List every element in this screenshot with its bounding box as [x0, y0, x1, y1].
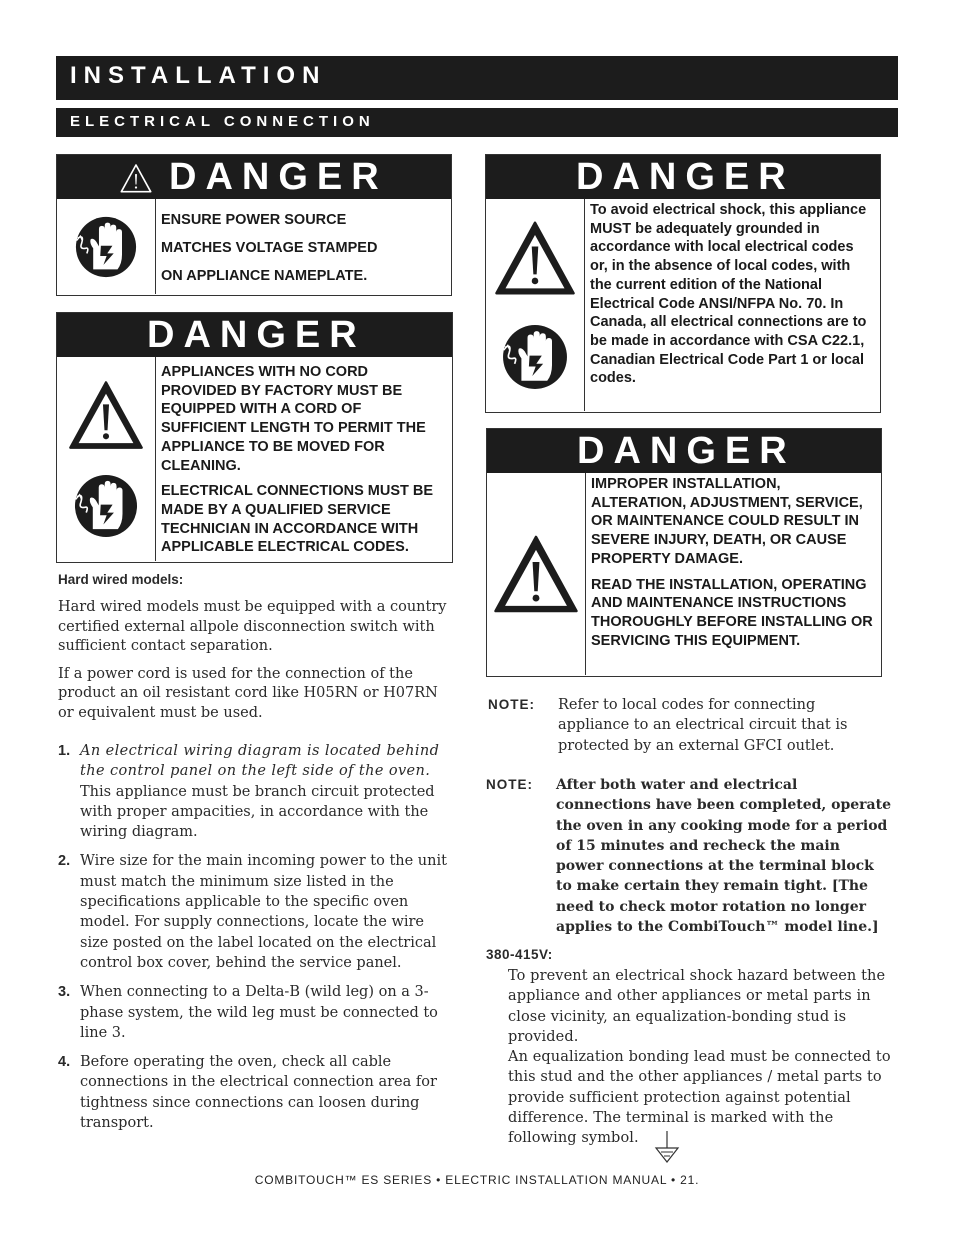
section-title-banner: [56, 56, 898, 100]
danger-box-grounding: [485, 154, 881, 413]
step-item: [58, 851, 450, 973]
danger-box-cord: [56, 312, 453, 563]
subsection-title-banner: [56, 108, 898, 137]
danger-message: [586, 473, 880, 675]
equipotential-bonding-icon: [653, 1130, 681, 1166]
voltage-paragraph: An equalization bonding lead must be connected to this stud and the other appliances / metal parts to provide sufficient protection against potential difference. The terminal is marked with the following symbol.: [508, 1049, 891, 1147]
danger-paragraph: ELECTRICAL CONNECTIONS MUST BE MADE BY A QUALIFIED SERVICE TECHNICIAN IN ACCORDANCE WITH APPLICABLE ELECTRICAL CODES.: [161, 483, 434, 556]
step-item: [58, 741, 450, 842]
danger-heading-bar: [57, 313, 452, 357]
danger-line: ENSURE POWER SOURCE: [161, 212, 347, 228]
danger-line: ON APPLIANCE NAMEPLATE.: [161, 268, 368, 284]
step-item: [58, 1052, 450, 1133]
voltage-section: [508, 966, 900, 1149]
danger-paragraph: IMPROPER INSTALLATION, ALTERATION, ADJUSTMENT, SERVICE, OR MAINTENANCE COULD RESULT IN SEVERE INJURY, DEATH, OR CAUSE PROPERTY DAMAGE.: [591, 476, 863, 567]
hardwired-paragraph: Hard wired models must be equipped with a country certified external allpole disconnection switch with sufficient contact separation.: [58, 599, 447, 654]
danger-message: [156, 199, 383, 294]
icon-cell: [486, 199, 585, 411]
step-number: 1.: [58, 743, 71, 759]
danger-heading: DANGER: [576, 156, 795, 198]
subsection-title: ELECTRICAL CONNECTION: [70, 113, 375, 130]
step-text: This appliance must be branch circuit protected with proper ampacities, in accordance with the wiring diagram.: [80, 783, 435, 841]
voltage-heading: 380-415V:: [486, 947, 553, 962]
note-label: NOTE:: [488, 697, 535, 712]
step-text: Before operating the oven, check all cable connections in the electrical connection area for tightness since connections can loosen during transport.: [80, 1054, 437, 1132]
step-text: When connecting to a Delta-B (wild leg) on a 3-phase system, the wild leg must be connected to line 3.: [80, 984, 438, 1041]
danger-line: MATCHES VOLTAGE STAMPED: [161, 240, 378, 256]
danger-paragraph: APPLIANCES WITH NO CORD PROVIDED BY FACTORY MUST BE EQUIPPED WITH A CORD OF SUFFICIENT LENGTH TO PERMIT THE APPLIANCE TO BE MOVED FOR CLEANING.: [161, 364, 426, 474]
section-title: INSTALLATION: [70, 62, 327, 89]
danger-heading: DANGER: [147, 314, 366, 356]
danger-heading-bar: [487, 429, 881, 473]
electric-shock-hand-icon: [501, 323, 569, 391]
step-number: 3.: [58, 984, 71, 1001]
warning-triangle-icon: [119, 163, 153, 193]
step-text: Wire size for the main incoming power to the unit must match the minimum size listed in the specifications applicable to the specific oven model. For supply connections, locate the wire size posted on the label located on the electrical control box cover, behind the service panel.: [80, 853, 447, 971]
electric-shock-hand-icon: [74, 215, 138, 279]
warning-triangle-icon: [493, 534, 579, 614]
danger-message: [585, 199, 879, 411]
danger-heading-bar: [486, 155, 880, 199]
danger-heading: DANGER: [169, 156, 388, 198]
hardwired-paragraph: If a power cord is used for the connection of the product an oil resistant cord like H05RN or H07RN or equivalent must be used.: [58, 665, 438, 721]
danger-heading-bar: [57, 155, 451, 199]
step-number: 4.: [58, 1054, 71, 1071]
note-text: After both water and electrical connections have been completed, operate the oven in any cooking mode for a period of 15 minutes and recheck the main power connections at the terminal block to make certain they remain tight. [The need to check motor rotation no longer applies to the CombiTouch™ model line.]: [556, 777, 891, 936]
step-number: 2.: [58, 853, 71, 870]
danger-heading: DANGER: [577, 430, 796, 472]
electric-shock-hand-icon: [73, 473, 139, 539]
hardwired-heading: Hard wired models:: [58, 572, 184, 587]
icon-cell: [57, 357, 156, 561]
icon-cell: [487, 473, 586, 675]
page-footer: COMBITOUCH™ ES SERIES • ELECTRIC INSTALLATION MANUAL • 21.: [254, 1173, 700, 1187]
danger-message: [156, 357, 452, 561]
hardwired-section: [58, 598, 454, 723]
danger-paragraph: To avoid electrical shock, this appliance MUST be adequately grounded in accordance with local electrical codes or, in the absence of local codes, with the current edition of the National Electrical Code ANSI/NFPA No. 70. In Canada, all electrical connections are to be made in accordance with CSA C22.1, Canadian Electrical Code Part 1 or local codes.: [590, 202, 867, 387]
note-label: NOTE:: [486, 777, 533, 792]
warning-triangle-icon: [68, 379, 144, 451]
warning-triangle-icon: [494, 219, 576, 297]
danger-box-improper-installation: [486, 428, 882, 677]
danger-box-power-source: [56, 154, 452, 296]
step-item: [58, 982, 450, 1043]
danger-paragraph: READ THE INSTALLATION, OPERATING AND MAINTENANCE INSTRUCTIONS THOROUGHLY BEFORE INSTALLING OR SERVICING THIS EQUIPMENT.: [591, 576, 873, 649]
steps-list: [58, 741, 450, 1142]
note-text: Refer to local codes for connecting appliance to an electrical circuit that is protected by an external GFCI outlet.: [558, 697, 848, 754]
voltage-paragraph: To prevent an electrical shock hazard between the appliance and other appliances or metal parts in close vicinity, an equalization-bonding stud is provided.: [508, 968, 886, 1045]
icon-cell: [57, 199, 156, 294]
step-italic-note: An electrical wiring diagram is located behind the control panel on the left side of the oven.: [80, 743, 440, 780]
